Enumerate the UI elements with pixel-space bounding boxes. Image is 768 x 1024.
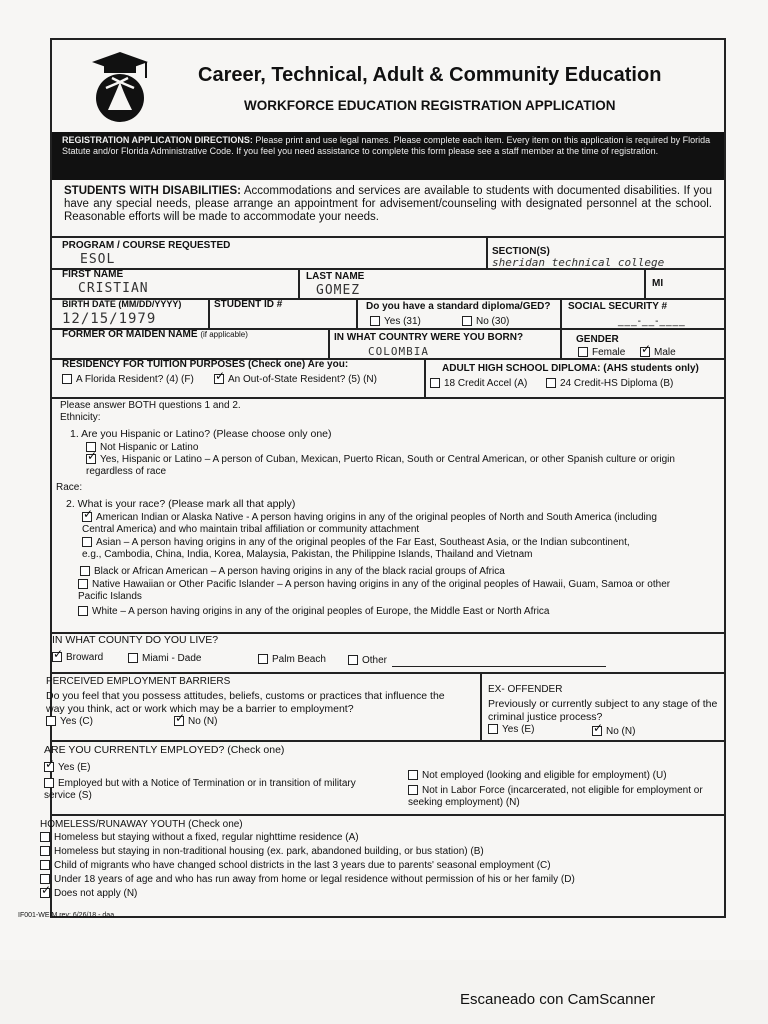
ahs-18-option[interactable] bbox=[430, 378, 527, 390]
first-name-value[interactable]: CRISTIAN bbox=[78, 281, 149, 296]
homeless-n-option[interactable] bbox=[40, 888, 137, 900]
diploma-yes-checkbox[interactable] bbox=[370, 316, 380, 326]
homeless-a-option[interactable] bbox=[40, 832, 359, 844]
section-value[interactable]: sheridan technical college bbox=[492, 256, 665, 269]
program-value[interactable]: ESOL bbox=[80, 252, 116, 267]
hawaiian-checkbox[interactable] bbox=[78, 579, 88, 589]
diploma-no-label: No (30) bbox=[476, 316, 510, 327]
hispanic-question: 1. Are you Hispanic or Latino? (Please choose only one) bbox=[70, 428, 332, 440]
race-question: 2. What is your race? (Please mark all that apply) bbox=[66, 498, 296, 510]
female-option[interactable] bbox=[578, 347, 625, 359]
broward-label: Broward bbox=[66, 652, 104, 663]
male-label: Male bbox=[654, 347, 676, 358]
male-checkbox[interactable] bbox=[640, 347, 650, 357]
first-name-label: FIRST NAME bbox=[62, 269, 124, 280]
barriers-no-option[interactable] bbox=[174, 716, 217, 728]
palm-beach-checkbox[interactable] bbox=[258, 654, 268, 664]
female-checkbox[interactable] bbox=[578, 347, 588, 357]
form-revision: IF001-WEIM rev: 6/26/18 - daa bbox=[18, 912, 115, 919]
florida-resident-checkbox[interactable] bbox=[62, 374, 72, 384]
residency-label: RESIDENCY FOR TUITION PURPOSES (Check one) Are you: bbox=[62, 359, 349, 370]
race-label: Race: bbox=[56, 482, 83, 493]
diploma-question: Do you have a standard diploma/GED? bbox=[366, 301, 551, 312]
employed-yes-option[interactable] bbox=[44, 762, 90, 774]
mi-label: MI bbox=[652, 278, 664, 289]
ssn-label: SOCIAL SECURITY # bbox=[568, 301, 668, 312]
diploma-yes-option[interactable] bbox=[370, 316, 421, 328]
homeless-n-label: Does not apply (N) bbox=[54, 888, 138, 899]
ethnicity-label: Ethnicity: bbox=[60, 412, 101, 423]
ahs-24-checkbox[interactable] bbox=[546, 378, 556, 388]
homeless-c-option[interactable] bbox=[40, 860, 551, 872]
ahs-24-label: 24 Credit-HS Diploma (B) bbox=[560, 378, 674, 389]
gender-label: GENDER bbox=[576, 334, 619, 345]
program-label: PROGRAM / COURSE REQUESTED bbox=[62, 240, 231, 251]
miami-checkbox[interactable] bbox=[128, 653, 138, 663]
former-name-label bbox=[62, 329, 248, 341]
other-county-option[interactable] bbox=[348, 655, 387, 667]
ex-offender-yes-label: Yes (E) bbox=[502, 724, 535, 735]
out-of-state-option[interactable] bbox=[214, 374, 377, 386]
termination-checkbox[interactable] bbox=[44, 778, 54, 788]
barriers-yes-label: Yes (C) bbox=[60, 716, 93, 727]
disabilities-lead: STUDENTS WITH DISABILITIES: bbox=[64, 185, 241, 197]
homeless-a-checkbox[interactable] bbox=[40, 832, 50, 842]
diploma-yes-label: Yes (31) bbox=[384, 316, 421, 327]
american-indian-label: American Indian or Alaska Native - A person having origins in any of the original peoples of North and South America (including Central America) and who maintain tribal affiliation or community attachment bbox=[82, 512, 657, 535]
not-labor-option[interactable] bbox=[408, 785, 708, 809]
black-label: Black or African American – A person having origins in any of the black racial groups of Africa bbox=[94, 566, 505, 577]
homeless-c-checkbox[interactable] bbox=[40, 860, 50, 870]
homeless-d-label: Under 18 years of age and who has run away from home or legal residence without permission of his or her family (D) bbox=[54, 874, 575, 885]
ex-offender-label: EX- OFFENDER bbox=[488, 684, 563, 695]
not-employed-option[interactable] bbox=[408, 770, 667, 782]
yes-hispanic-checkbox[interactable] bbox=[86, 454, 96, 464]
other-county-label: Other bbox=[362, 655, 388, 666]
out-of-state-label: An Out-of-State Resident? (5) (N) bbox=[228, 374, 377, 385]
barriers-question: Do you feel that you possess attitudes, beliefs, customs or practices that influence the way you think, act or work which may be a barrier to employment? bbox=[46, 690, 445, 715]
homeless-a-label: Homeless but staying without a fixed, regular nighttime residence (A) bbox=[54, 832, 359, 843]
country-value[interactable]: COLOMBIA bbox=[368, 345, 429, 358]
ex-offender-yes-option[interactable] bbox=[488, 724, 534, 736]
employed-yes-label: Yes (E) bbox=[58, 762, 91, 773]
directions-text: Please print and use legal names. Please complete each item. Every item on this application is required by Florida Statute and/or Florida Administrative Code. If you feel you need assistance to complete this form please see a staff member at the time of registration. bbox=[62, 135, 711, 156]
former-name-note: (if applicable) bbox=[200, 330, 248, 339]
homeless-d-option[interactable] bbox=[40, 874, 575, 886]
asian-checkbox[interactable] bbox=[82, 537, 92, 547]
barriers-label: PERCEIVED EMPLOYMENT BARRIERS bbox=[46, 676, 231, 687]
ex-offender-no-checkbox[interactable] bbox=[592, 726, 602, 736]
section-label: SECTION(S) bbox=[492, 246, 550, 257]
miami-label: Miami - Dade bbox=[142, 653, 202, 664]
white-checkbox[interactable] bbox=[78, 606, 88, 616]
birth-date-label: BIRTH DATE (MM/DD/YYYY) bbox=[62, 299, 182, 309]
black-checkbox[interactable] bbox=[80, 566, 90, 576]
other-county-line[interactable] bbox=[392, 666, 606, 667]
ex-offender-question: Previously or currently subject to any stage of the criminal justice process? bbox=[488, 698, 718, 723]
student-id-label: STUDENT ID # bbox=[214, 299, 283, 310]
diploma-no-checkbox[interactable] bbox=[462, 316, 472, 326]
ahs-label: ADULT HIGH SCHOOL DIPLOMA: (AHS students only) bbox=[442, 363, 699, 374]
country-label: IN WHAT COUNTRY WERE YOU BORN? bbox=[334, 332, 524, 343]
termination-label: Employed but with a Notice of Termination or in transition of military service (S) bbox=[44, 778, 356, 801]
homeless-b-label: Homeless but staying in non-traditional housing (ex. park, abandoned building, or bus station) (B) bbox=[54, 846, 484, 857]
employed-yes-checkbox[interactable] bbox=[44, 762, 54, 772]
disabilities-notice bbox=[64, 185, 712, 224]
form-title: Career, Technical, Adult & Community Education bbox=[198, 64, 662, 86]
homeless-n-checkbox[interactable] bbox=[40, 888, 50, 898]
other-county-checkbox[interactable] bbox=[348, 655, 358, 665]
termination-option[interactable] bbox=[44, 778, 364, 802]
asian-option[interactable] bbox=[82, 537, 642, 561]
homeless-b-option[interactable] bbox=[40, 846, 484, 858]
last-name-value[interactable]: GOMEZ bbox=[316, 283, 361, 298]
scanner-watermark: Escaneado con CamScanner bbox=[460, 991, 656, 1008]
ssn-value[interactable]: ___-__-____ bbox=[618, 316, 686, 327]
homeless-c-label: Child of migrants who have changed school districts in the last 3 years due to parents' seasonal employment (C) bbox=[54, 860, 551, 871]
not-hispanic-option[interactable] bbox=[86, 442, 198, 454]
female-label: Female bbox=[592, 347, 626, 358]
ahs-24-option[interactable] bbox=[546, 378, 673, 390]
american-indian-checkbox[interactable] bbox=[82, 512, 92, 522]
ex-offender-no-label: No (N) bbox=[606, 726, 636, 737]
form-subtitle: WORKFORCE EDUCATION REGISTRATION APPLICATION bbox=[244, 98, 616, 113]
white-label: White – A person having origins in any of the original peoples of Europe, the Middle East or North Africa bbox=[92, 606, 550, 617]
not-employed-checkbox[interactable] bbox=[408, 770, 418, 780]
barriers-no-label: No (N) bbox=[188, 716, 218, 727]
ethnicity-intro: Please answer BOTH questions 1 and 2. bbox=[60, 400, 241, 411]
asian-label: Asian – A person having origins in any of the original peoples of the Far East, Southeast Asia, or the Indian subcontinent, e.g., Cambodia, China, India, Korea, Malaysia, Pakistan, the Philippine Islands, Thailand and Vietnam bbox=[82, 537, 630, 560]
yes-hispanic-option[interactable] bbox=[86, 454, 686, 478]
white-option[interactable] bbox=[78, 606, 550, 618]
american-indian-option[interactable] bbox=[82, 512, 682, 536]
homeless-label: HOMELESS/RUNAWAY YOUTH (Check one) bbox=[40, 819, 243, 830]
florida-resident-option[interactable] bbox=[62, 374, 194, 386]
hawaiian-option[interactable] bbox=[78, 579, 678, 603]
hawaiian-label: Native Hawaiian or Other Pacific Islander – A person having origins in any of the original peoples of Hawaii, Guam, Samoa or other Pacific Islands bbox=[78, 579, 671, 602]
not-employed-label: Not employed (looking and eligible for employment) (U) bbox=[422, 770, 667, 781]
out-of-state-checkbox[interactable] bbox=[214, 374, 224, 384]
directions-banner bbox=[52, 132, 724, 180]
palm-beach-label: Palm Beach bbox=[272, 654, 326, 665]
homeless-b-checkbox[interactable] bbox=[40, 846, 50, 856]
yes-hispanic-label: Yes, Hispanic or Latino – A person of Cuban, Mexican, Puerto Rican, South or Central American, or other Spanish culture or origin regardless of race bbox=[86, 454, 675, 477]
directions-lead: REGISTRATION APPLICATION DIRECTIONS: bbox=[62, 135, 253, 145]
registration-form bbox=[40, 38, 726, 918]
barriers-yes-checkbox[interactable] bbox=[46, 716, 56, 726]
barriers-yes-option[interactable] bbox=[46, 716, 93, 728]
not-hispanic-label: Not Hispanic or Latino bbox=[100, 442, 199, 453]
broward-checkbox[interactable] bbox=[52, 652, 62, 662]
ex-offender-no-option[interactable] bbox=[592, 726, 635, 738]
palm-beach-option[interactable] bbox=[258, 654, 326, 666]
birth-date-value[interactable]: 12/15/1979 bbox=[62, 311, 157, 327]
ahs-18-checkbox[interactable] bbox=[430, 378, 440, 388]
graduation-cap-logo-icon bbox=[86, 52, 154, 124]
disabilities-text: Accommodations and services are available to students with documented disabilities. If you have any special needs, please arrange an appointment for advisement/counseling with designated personnel at the school. Reasonable efforts will be made to accommodate your needs. bbox=[64, 185, 712, 223]
not-labor-label: Not in Labor Force (incarcerated, not eligible for employment or seeking employment) (N) bbox=[408, 785, 703, 808]
florida-resident-label: A Florida Resident? (4) (F) bbox=[76, 374, 194, 385]
male-option[interactable] bbox=[640, 347, 676, 359]
not-labor-checkbox[interactable] bbox=[408, 785, 418, 795]
last-name-label: LAST NAME bbox=[306, 271, 365, 282]
miami-option[interactable] bbox=[128, 653, 201, 665]
former-name-label-text: FORMER OR MAIDEN NAME bbox=[62, 329, 198, 340]
barriers-no-checkbox[interactable] bbox=[174, 716, 184, 726]
diploma-no-option[interactable] bbox=[462, 316, 509, 328]
employment-label: ARE YOU CURRENTLY EMPLOYED? (Check one) bbox=[44, 744, 285, 756]
black-option[interactable] bbox=[80, 566, 505, 578]
county-label: IN WHAT COUNTY DO YOU LIVE? bbox=[52, 634, 219, 646]
broward-option[interactable] bbox=[52, 652, 103, 664]
ahs-18-label: 18 Credit Accel (A) bbox=[444, 378, 528, 389]
ex-offender-yes-checkbox[interactable] bbox=[488, 724, 498, 734]
